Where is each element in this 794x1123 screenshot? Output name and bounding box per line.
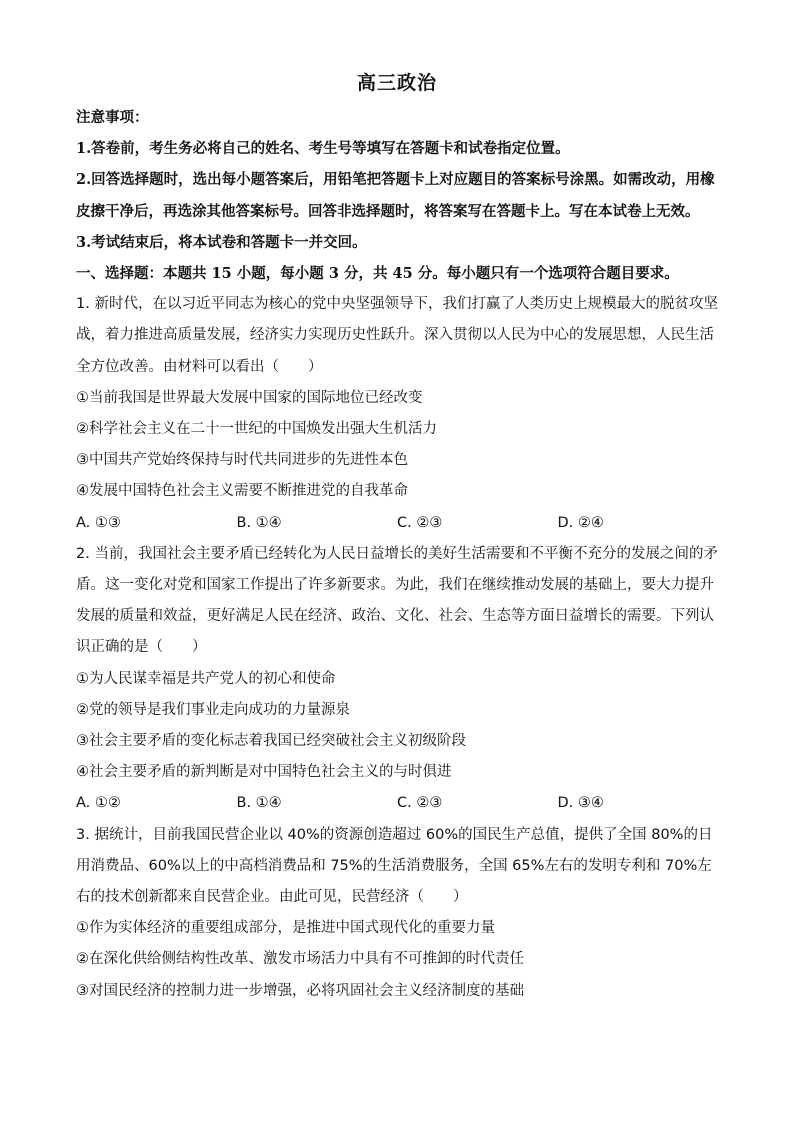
choice-a: A. ①③ <box>76 514 121 531</box>
notice-item: 2.回答选择题时，选出每小题答案后，用铅笔把答题卡上对应题目的答案标号涂黑。如需改动，用橡皮擦干净后，再选涂其他答案标号。回答非选择题时，将答案写在答题卡上。写在本试卷上无效。 <box>76 171 715 220</box>
question-option: ②在深化供给侧结构性改革、激发市场活力中具有不可推卸的时代责任 <box>76 951 524 968</box>
section-heading: 一、选择题：本题共 15 小题，每小题 3 分，共 45 分。每小题只有一个选项符合题目要求。 <box>76 265 679 283</box>
question-option: ②科学社会主义在二十一世纪的中国焕发出强大生机活力 <box>76 421 437 438</box>
question-option: ①作为实体经济的重要组成部分，是推进中国式现代化的重要力量 <box>76 920 495 937</box>
notice-heading: 注意事项： <box>76 109 149 126</box>
choice-b: B. ①④ <box>236 514 282 531</box>
question-3 <box>76 820 718 1007</box>
question-1 <box>76 289 718 539</box>
page-title: 高三政治 <box>356 72 437 94</box>
choice-c: C. ②③ <box>397 514 443 531</box>
question-option: ③中国共产党始终保持与时代共同进步的先进性本色 <box>76 452 408 469</box>
question-option: ③对国民经济的控制力进一步增强，必将巩固社会主义经济制度的基础 <box>76 982 524 999</box>
choice-d: D. ②④ <box>557 514 604 531</box>
answer-choices <box>76 508 718 539</box>
notice-item: 3.考试结束后，将本试卷和答题卡一并交回。 <box>76 233 367 251</box>
answer-choices <box>76 788 718 819</box>
notice-item: 1.答卷前，考生务必将自己的姓名、考生号等填写在答题卡和试卷指定位置。 <box>76 140 570 158</box>
choice-b: B. ①④ <box>236 795 282 812</box>
choice-a: A. ①② <box>76 795 121 812</box>
question-stem: 3. 据统计，目前我国民营企业以 40%的资源创造超过 60%的国民生产总值，提供了全国 80%的日用消费品、60%以上的中高档消费品和 75%的生活消费服务，全国 65%左右的发明专利和 70%左右的技术创新都来自民营企业。由此可见，民营经济（ ） <box>76 826 713 906</box>
exam-content <box>76 102 718 1007</box>
question-option: ③社会主要矛盾的变化标志着我国已经突破社会主义初级阶段 <box>76 733 466 750</box>
question-2 <box>76 539 718 820</box>
question-stem: 1. 新时代，在以习近平同志为核心的党中央坚强领导下，我们打赢了人类历史上规模最大的脱贫攻坚战，着力推进高质量发展，经济实力实现历史性跃升。深入贯彻以人民为中心的发展思想，人民生活全方位改善。由材料可以看出（ ） <box>76 296 718 375</box>
question-stem: 2. 当前，我国社会主要矛盾已经转化为人民日益增长的美好生活需要和不平衡不充分的发展之间的矛盾。这一变化对党和国家工作提出了许多新要求。为此，我们在继续推动发展的基础上，要大力提升发展的质量和效益，更好满足人民在经济、政治、文化、社会、生态等方面日益增长的需要。下列认识正确的是（ ） <box>76 545 718 656</box>
question-option: ①当前我国是世界最大发展中国家的国际地位已经改变 <box>76 389 423 406</box>
question-option: ②党的领导是我们事业走向成功的力量源泉 <box>76 701 350 718</box>
question-option: ④发展中国特色社会主义需要不断推进党的自我革命 <box>76 483 408 500</box>
choice-c: C. ②③ <box>397 795 443 812</box>
question-option: ①为人民谋幸福是共产党人的初心和使命 <box>76 670 336 687</box>
question-option: ④社会主要矛盾的新判断是对中国特色社会主义的与时俱进 <box>76 764 452 781</box>
choice-d: D. ③④ <box>557 795 604 812</box>
